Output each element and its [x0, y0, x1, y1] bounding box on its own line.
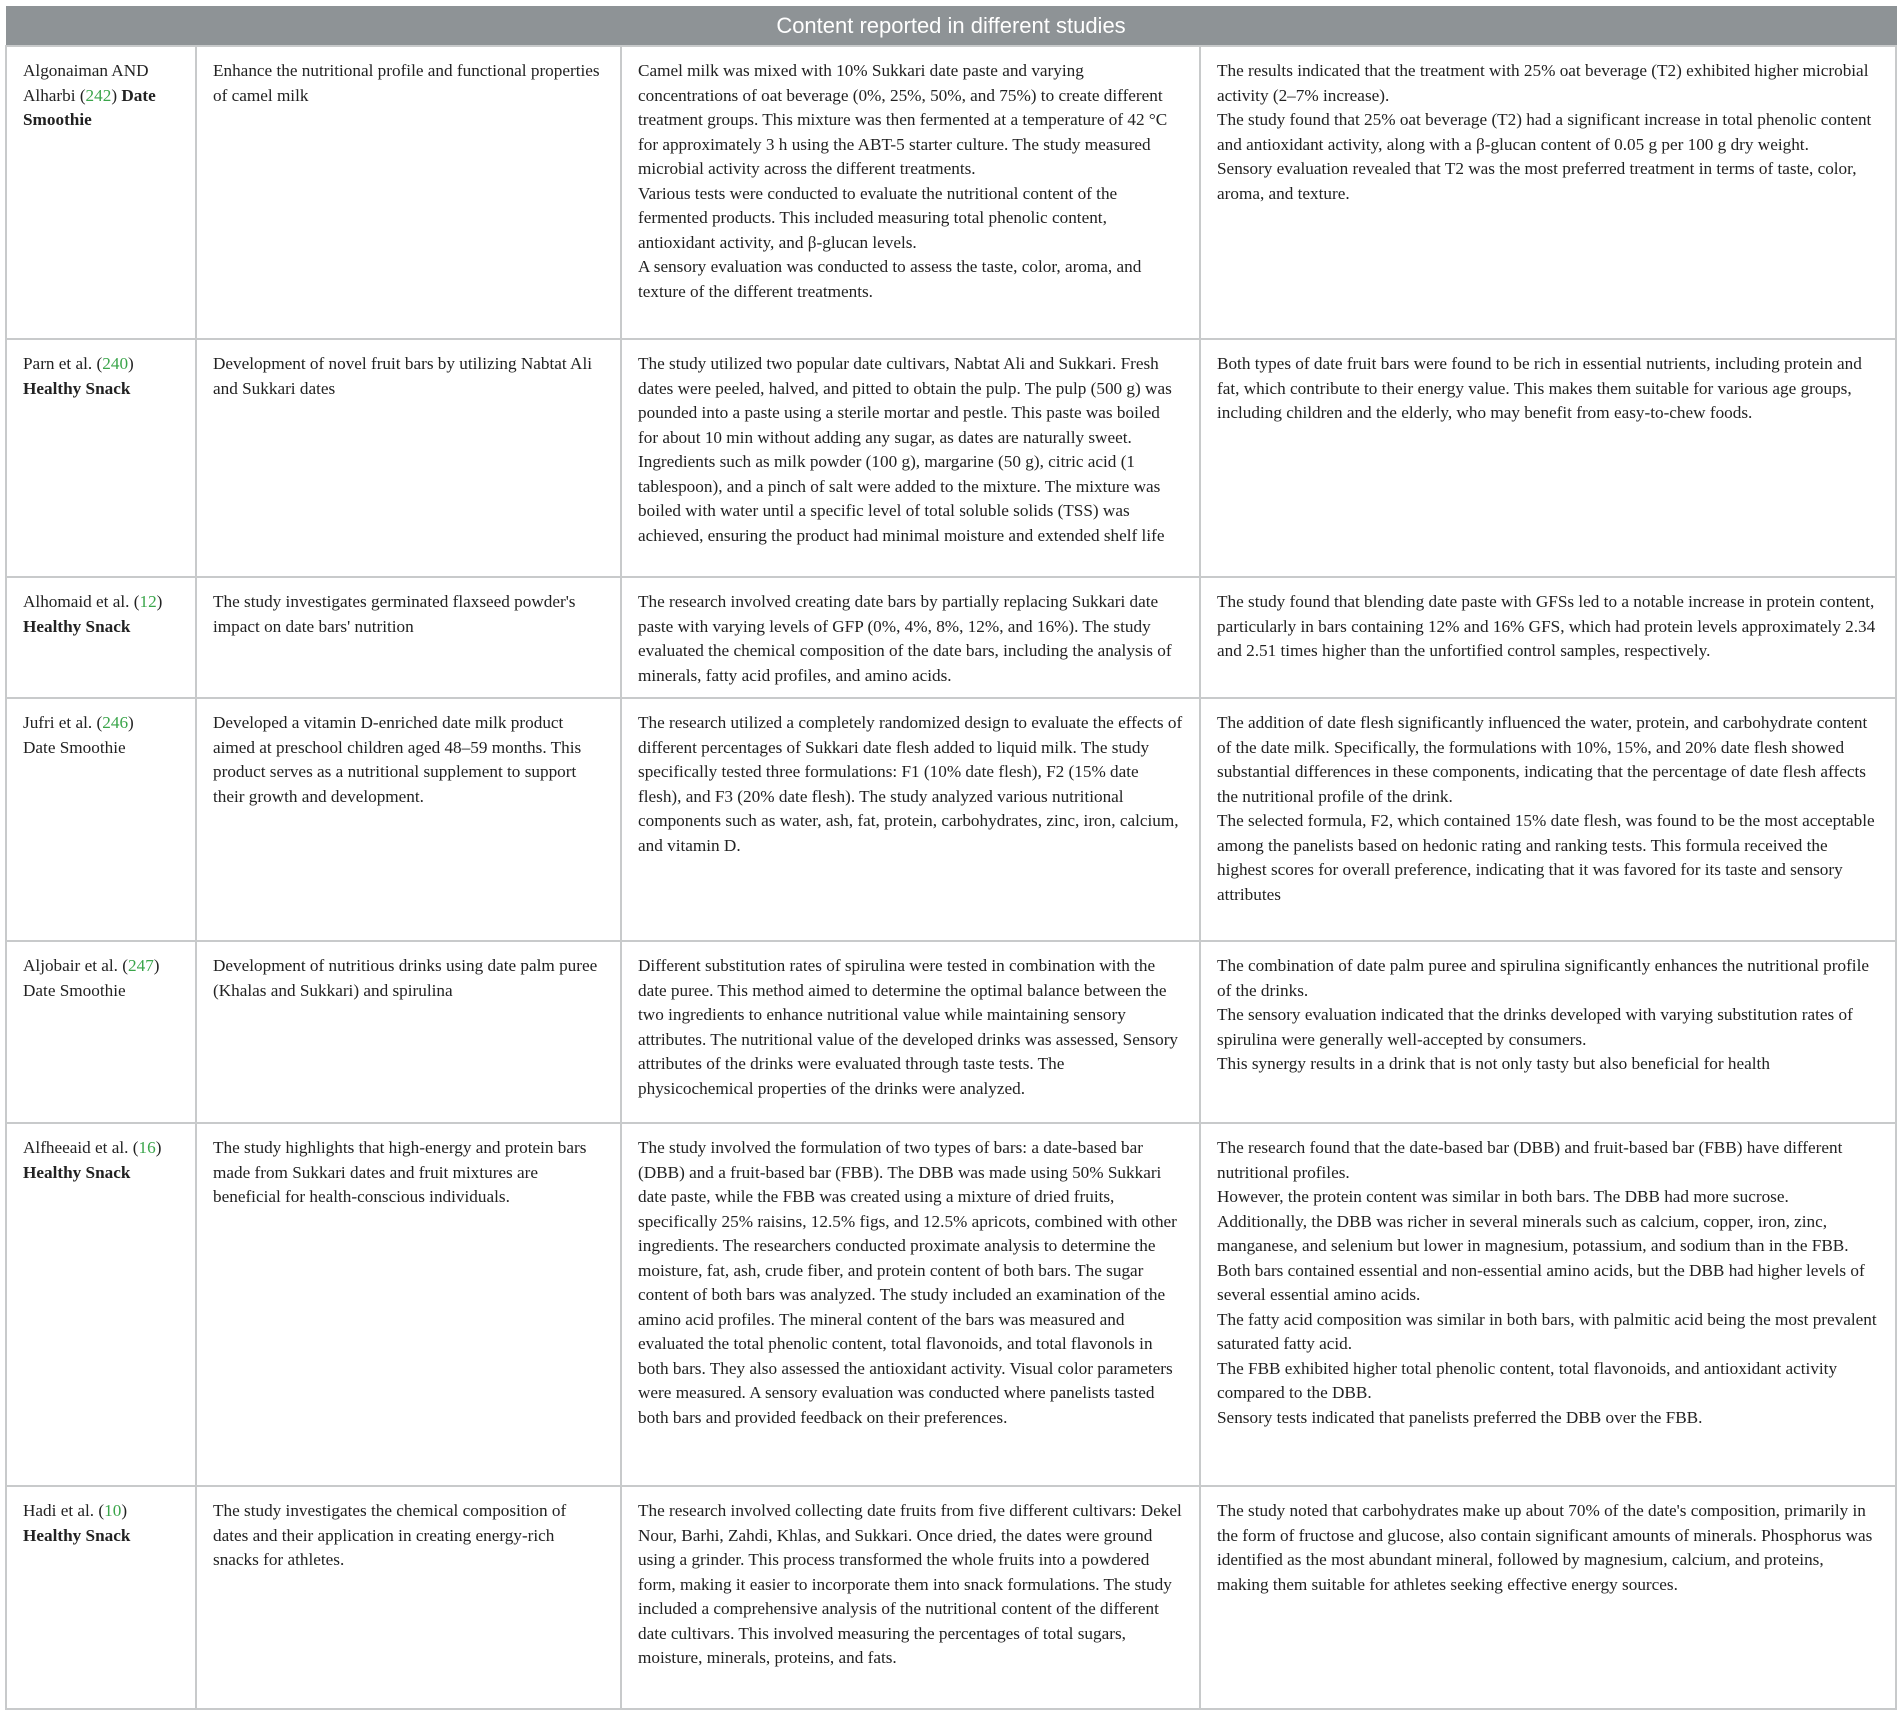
results-paragraph: The FBB exhibited higher total phenolic content, total flavonoids, and antioxidant activity compared to the DBB.: [1217, 1358, 1838, 1402]
author-name: Algonaiman AND Alharbi: [23, 61, 149, 105]
method-cell: [621, 698, 1200, 941]
results-cell: [1200, 1486, 1896, 1709]
results-paragraph: This synergy results in a drink that is not only tasty but also beneficial for health: [1217, 1054, 1770, 1073]
results-paragraph: The study noted that carbohydrates make up about 70% of the date's composition, primarily in the form of fructose and glucose, also contain significant amounts of minerals. Phosphorus was identified as the most abundant mineral, followed by magnesium, calcium, and proteins, making them suitable for athletes seeking effective energy sources.: [1217, 1501, 1873, 1594]
study-type: Healthy Snack: [23, 616, 131, 636]
author-cell: Algonaiman AND Alharbi (242) Date Smoothie: [6, 46, 196, 339]
study-type: Healthy Snack: [23, 1525, 131, 1545]
method-cell: [621, 46, 1200, 339]
results-cell: [1200, 339, 1896, 577]
results-paragraph: Sensory tests indicated that panelists preferred the DBB over the FBB.: [1217, 1407, 1703, 1427]
table-header-row: [6, 7, 1896, 47]
author-name: Parn et al.: [23, 354, 93, 373]
results-paragraph: Additionally, the DBB was richer in several minerals such as calcium, copper, iron, zinc, manganese, and selenium but lower in magnesium, potassium, and sodium than in the FBB.: [1217, 1211, 1849, 1255]
study-type: Date Smoothie: [23, 737, 126, 757]
aim-cell: [196, 941, 621, 1123]
study-type: Date Smoothie: [23, 980, 126, 1000]
study-type: Date Smoothie: [23, 85, 156, 129]
results-paragraph: The study found that 25% oat beverage (T2) had a significant increase in total phenolic content and antioxidant activity, along with a β-glucan content of 0.05 g per 100 g dry weight.: [1217, 110, 1872, 154]
aim-text: Enhance the nutritional profile and functional properties of camel milk: [213, 61, 600, 105]
method-cell: [621, 577, 1200, 698]
table-title: Content reported in different studies: [6, 7, 1896, 47]
results-paragraph: Both types of date fruit bars were found to be rich in essential nutrients, including protein and fat, which contribute to their energy value. This makes them suitable for various age groups, including children and the elderly, who may benefit from easy-to-chew foods.: [1217, 354, 1862, 422]
method-cell: [621, 1486, 1200, 1709]
table-body: [6, 46, 1896, 1709]
table-row: [6, 698, 1896, 941]
method-paragraph: The research involved collecting date fruits from five different cultivars: Dekel Nour, Barhi, Zahdi, Khlas, and Sukkari. Once dried, the dates were ground using a grinder. This process transformed the whole fruits into a powdered form, making it easier to incorporate them into snack formulations. The study included a comprehensive analysis of the nutritional content of the different date cultivars. This involved measuring the percentages of total sugars, moisture, minerals, proteins, and fats.: [638, 1501, 1182, 1667]
author-name: Alhomaid et al.: [23, 592, 130, 611]
results-paragraph: Both bars contained essential and non-essential amino acids, but the DBB had higher levels of several essential amino acids.: [1217, 1260, 1865, 1304]
citation-link[interactable]: 10: [104, 1501, 122, 1520]
table-row: [6, 941, 1896, 1123]
method-cell: [621, 941, 1200, 1123]
results-paragraph: The addition of date flesh significantly influenced the water, protein, and carbohydrate content of the date milk. Specifically, the formulations with 10%, 15%, and 20% date flesh showed substantial differences in these components, indicating that the percentage of date flesh affects the nutritional profile of the drink.: [1217, 713, 1868, 806]
study-type: Healthy Snack: [23, 378, 131, 398]
aim-cell: [196, 1123, 621, 1486]
results-paragraph: However, the protein content was similar in both bars. The DBB had more sucrose.: [1217, 1187, 1789, 1206]
results-paragraph: The selected formula, F2, which contained 15% date flesh, was found to be the most acceptable among the panelists based on hedonic rating and ranking tests. This formula received the highest scores for overall preference, indicating that it was favored for its taste and sensory attributes: [1217, 811, 1875, 904]
table-row: [6, 577, 1896, 698]
aim-cell: [196, 698, 621, 941]
table-row: [6, 1123, 1896, 1486]
aim-cell: [196, 339, 621, 577]
studies-table: [5, 6, 1897, 1710]
table-row: [6, 46, 1896, 339]
aim-cell: [196, 577, 621, 698]
author-name: Aljobair et al.: [23, 956, 118, 975]
results-paragraph: Sensory evaluation revealed that T2 was the most preferred treatment in terms of taste, color, aroma, and texture.: [1217, 159, 1857, 203]
method-paragraph: Different substitution rates of spirulina were tested in combination with the date puree. This method aimed to determine the optimal balance between the two ingredients to enhance nutritional value while maintaining sensory attributes. The nutritional value of the developed drinks was assessed, Sensory attributes of the drinks were evaluated through taste tests. The physicochemical properties of the drinks were analyzed.: [638, 956, 1179, 1098]
author-cell: Alfheeaid et al. (16) Healthy Snack: [6, 1123, 196, 1486]
method-cell: [621, 1123, 1200, 1486]
method-paragraph: Various tests were conducted to evaluate the nutritional content of the fermented products. This included measuring total phenolic content, antioxidant activity, and β-glucan levels.: [638, 183, 1118, 252]
author-name: Hadi et al.: [23, 1501, 95, 1520]
results-cell: [1200, 1123, 1896, 1486]
results-paragraph: The study found that blending date paste with GFSs led to a notable increase in protein content, particularly in bars containing 12% and 16% GFS, which had protein levels approximately 2.34 and 2.51 times higher than the unfortified control samples, respectively.: [1217, 592, 1876, 660]
results-paragraph: The research found that the date-based bar (DBB) and fruit-based bar (FBB) have different nutritional profiles.: [1217, 1138, 1843, 1182]
author-cell: Jufri et al. (246) Date Smoothie: [6, 698, 196, 941]
results-cell: [1200, 698, 1896, 941]
results-paragraph: The results indicated that the treatment with 25% oat beverage (T2) exhibited higher microbial activity (2–7% increase).: [1217, 61, 1869, 105]
aim-cell: [196, 46, 621, 339]
citation-link[interactable]: 246: [102, 713, 129, 732]
method-paragraph: The study involved the formulation of two types of bars: a date-based bar (DBB) and a fruit-based bar (FBB). The DBB was made using 50% Sukkari date paste, while the FBB was created using a mixture of dried fruits, specifically 25% raisins, 12.5% figs, and 12.5% apricots, combined with other ingredients. The researchers conducted proximate analysis to determine the moisture, fat, ash, crude fiber, and protein content of both bars. The sugar content of both bars was analyzed. The study included an examination of the amino acid profiles. The mineral content of the bars was measured and evaluated the total phenolic content, total flavonoids, and total flavonols in both bars. They also assessed the antioxidant activity. Visual color parameters were measured. A sensory evaluation was conducted where panelists tasted both bars and provided feedback on their preferences.: [638, 1138, 1177, 1427]
author-cell: Aljobair et al. (247) Date Smoothie: [6, 941, 196, 1123]
table-row: [6, 1486, 1896, 1709]
method-paragraph: A sensory evaluation was conducted to assess the taste, color, aroma, and texture of the different treatments.: [638, 257, 1142, 301]
results-paragraph: The sensory evaluation indicated that the drinks developed with varying substitution rates of spirulina were generally well-accepted by consumers.: [1217, 1005, 1853, 1049]
aim-text: Development of nutritious drinks using date palm puree (Khalas and Sukkari) and spirulina: [213, 956, 598, 1000]
author-name: Jufri et al.: [23, 713, 93, 732]
method-cell: [621, 339, 1200, 577]
method-paragraph: The study utilized two popular date cultivars, Nabtat Ali and Sukkari. Fresh dates were peeled, halved, and pitted to obtain the pulp. The pulp (500 g) was pounded into a paste using a sterile mortar and pestle. This paste was boiled for about 10 min without adding any sugar, as dates are naturally sweet. Ingredients such as milk powder (100 g), margarine (50 g), citric acid (1 tablespoon), and a pinch of salt were added to the mixture. The mixture was boiled with water until a specific level of total soluble solids (TSS) was achieved, ensuring the product had minimal moisture and extended shelf life: [638, 354, 1172, 545]
aim-text: The study investigates the chemical composition of dates and their application in creating energy-rich snacks for athletes.: [213, 1501, 567, 1569]
citation-link[interactable]: 240: [102, 354, 129, 373]
table-row: [6, 339, 1896, 577]
results-paragraph: The fatty acid composition was similar in both bars, with palmitic acid being the most prevalent saturated fatty acid.: [1217, 1309, 1877, 1353]
citation-link[interactable]: 12: [139, 592, 157, 611]
aim-text: The study investigates germinated flaxseed powder's impact on date bars' nutrition: [213, 592, 576, 636]
results-cell: [1200, 46, 1896, 339]
aim-text: The study highlights that high-energy and protein bars made from Sukkari dates and fruit mixtures are beneficial for health-conscious individuals.: [213, 1138, 587, 1206]
results-paragraph: The combination of date palm puree and spirulina significantly enhances the nutritional profile of the drinks.: [1217, 956, 1869, 1000]
citation-link[interactable]: 247: [128, 956, 154, 975]
citation-link[interactable]: 16: [138, 1138, 156, 1157]
author-cell: Hadi et al. (10) Healthy Snack: [6, 1486, 196, 1709]
study-type: Healthy Snack: [23, 1162, 131, 1182]
method-paragraph: The research utilized a completely randomized design to evaluate the effects of different percentages of Sukkari date flesh added to liquid milk. The study specifically tested three formulations: F1 (10% date flesh), F2 (15% date flesh), and F3 (20% date flesh). The study analyzed various nutritional components such as water, ash, fat, protein, carbohydrates, zinc, iron, calcium, and vitamin D.: [638, 713, 1183, 855]
aim-text: Development of novel fruit bars by utilizing Nabtat Ali and Sukkari dates: [213, 354, 592, 398]
author-name: Alfheeaid et al.: [23, 1138, 129, 1157]
author-cell: Alhomaid et al. (12) Healthy Snack: [6, 577, 196, 698]
aim-cell: [196, 1486, 621, 1709]
author-cell: Parn et al. (240) Healthy Snack: [6, 339, 196, 577]
results-cell: [1200, 941, 1896, 1123]
method-paragraph: The research involved creating date bars by partially replacing Sukkari date paste with varying levels of GFP (0%, 4%, 8%, 12%, and 16%). The study evaluated the chemical composition of the date bars, including the analysis of minerals, fatty acid profiles, and amino acids.: [638, 592, 1172, 685]
citation-link[interactable]: 242: [85, 85, 112, 105]
method-paragraph: Camel milk was mixed with 10% Sukkari date paste and varying concentrations of oat beverage (0%, 25%, 50%, and 75%) to create different treatment groups. This mixture was then fermented at a temperature of 42 °C for approximately 3 h using the ABT-5 starter culture. The study measured microbial activity across the different treatments.: [638, 61, 1168, 178]
results-cell: [1200, 577, 1896, 698]
aim-text: Developed a vitamin D-enriched date milk product aimed at preschool children aged 48–59 months. This product serves as a nutritional supplement to support their growth and development.: [213, 713, 582, 806]
